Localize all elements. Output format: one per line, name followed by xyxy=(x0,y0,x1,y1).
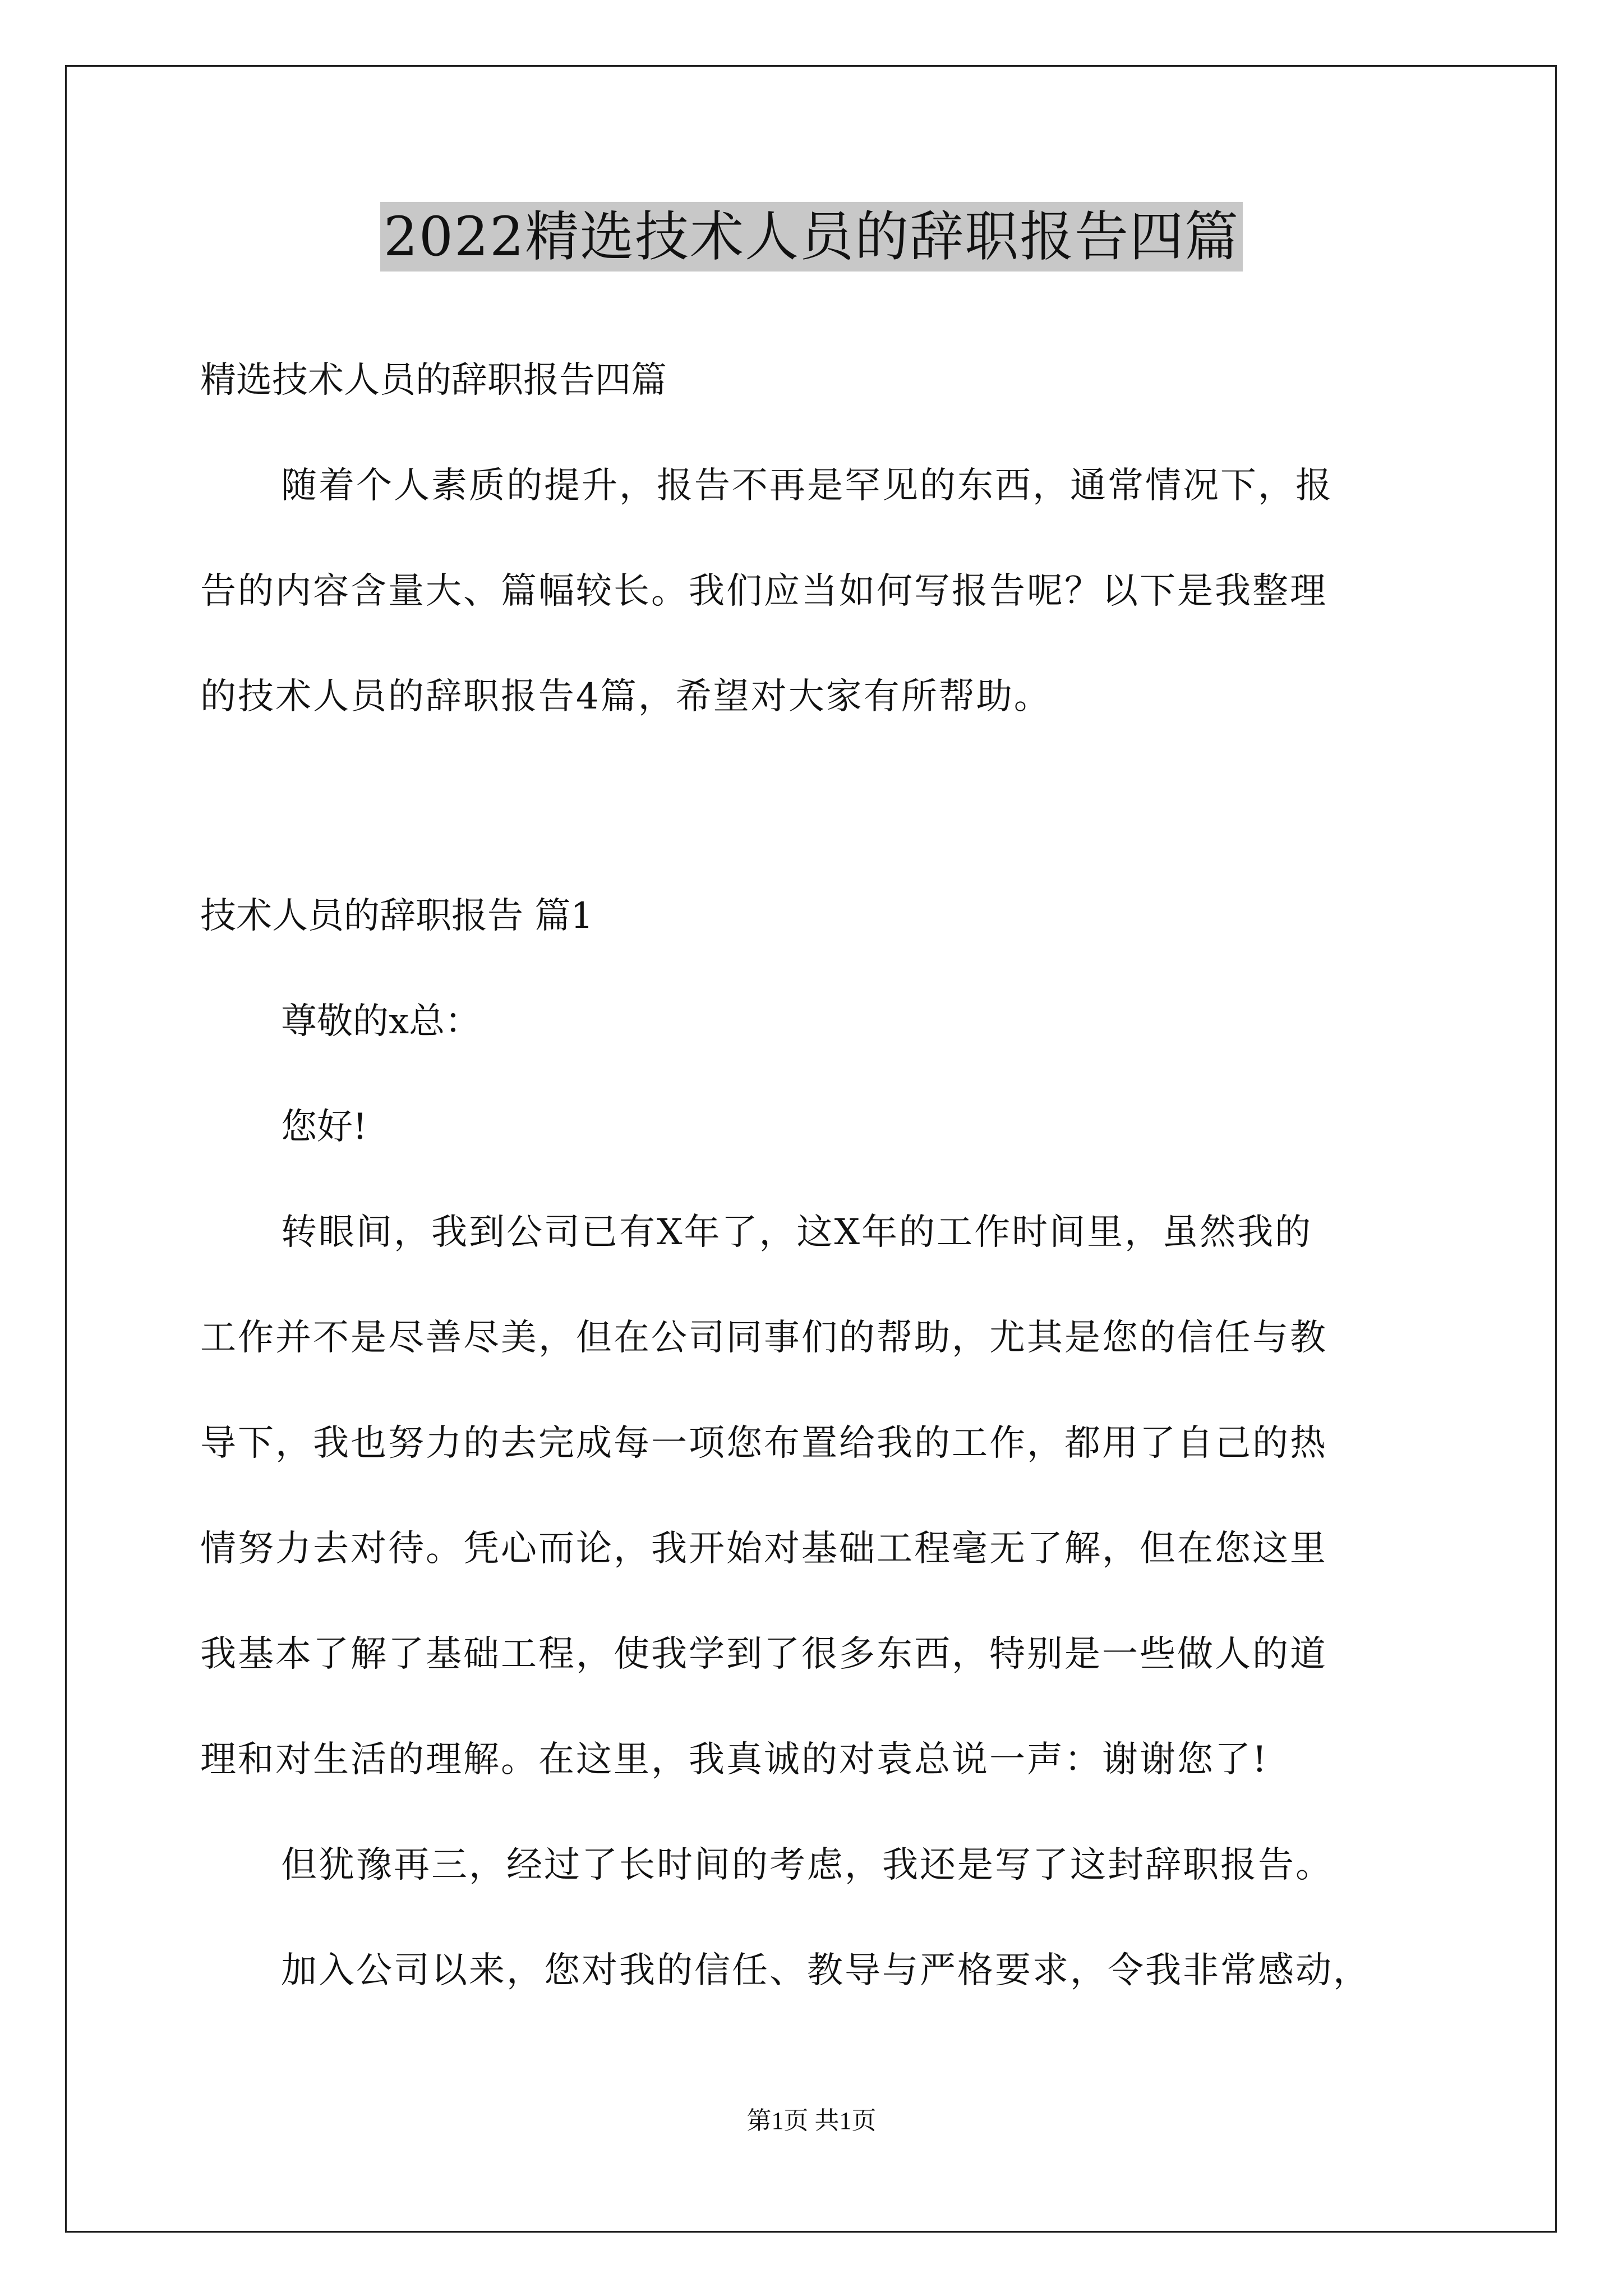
body-line-8: 加入公司以来，您对我的信任、教导与严格要求，令我非常感动， xyxy=(281,1950,1371,1991)
intro-line-2: 告的内容含量大、篇幅较长。我们应当如何写报告呢？以下是我整理 xyxy=(200,570,1327,612)
body-line-4: 情努力去对待。凭心而论，我开始对基础工程毫无了解，但在您这里 xyxy=(200,1528,1327,1570)
document-subtitle: 精选技术人员的辞职报告四篇 xyxy=(200,360,667,401)
document-title: 2022精选技术人员的辞职报告四篇 xyxy=(380,202,1243,272)
body-line-2: 工作并不是尽善尽美，但在公司同事们的帮助，尤其是您的信任与教 xyxy=(200,1317,1327,1359)
salutation: 尊敬的x总： xyxy=(281,1001,481,1042)
body-line-1: 转眼间，我到公司已有X年了，这X年的工作时间里，虽然我的 xyxy=(281,1212,1313,1253)
body-line-3: 导下，我也努力的去完成每一项您布置给我的工作，都用了自己的热 xyxy=(200,1423,1327,1464)
intro-line-1: 随着个人素质的提升，报告不再是罕见的东西，通常情况下，报 xyxy=(281,465,1333,507)
title-container xyxy=(0,202,1623,272)
intro-line-3: 的技术人员的辞职报告4篇，希望对大家有所帮助。 xyxy=(200,676,1052,717)
body-line-5: 我基本了解了基础工程，使我学到了很多东西，特别是一些做人的道 xyxy=(200,1634,1327,1675)
greeting: 您好! xyxy=(281,1106,367,1148)
body-line-7: 但犹豫再三，经过了长时间的考虑，我还是写了这封辞职报告。 xyxy=(281,1844,1333,1886)
body-line-6: 理和对生活的理解。在这里，我真诚的对袁总说一声：谢谢您了! xyxy=(200,1739,1269,1780)
section-heading: 技术人员的辞职报告 篇1 xyxy=(200,895,594,937)
page-footer: 第1页 共1页 xyxy=(746,2107,877,2134)
